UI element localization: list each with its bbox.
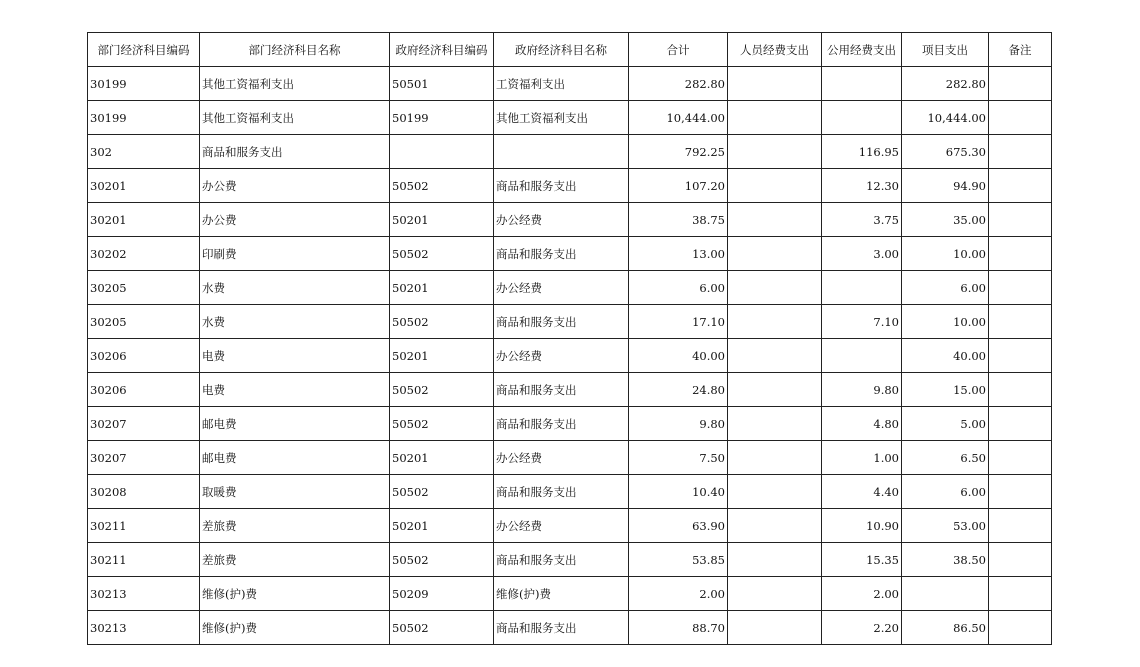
cell-public: 3.75 bbox=[822, 203, 902, 237]
cell-public: 4.40 bbox=[822, 475, 902, 509]
cell-dept-code: 30201 bbox=[88, 169, 200, 203]
cell-dept-name: 水费 bbox=[200, 271, 390, 305]
cell-public: 3.00 bbox=[822, 237, 902, 271]
cell-gov-name: 办公经费 bbox=[494, 203, 629, 237]
cell-gov-name bbox=[494, 135, 629, 169]
cell-total: 63.90 bbox=[629, 509, 728, 543]
cell-gov-name: 商品和服务支出 bbox=[494, 543, 629, 577]
header-note: 备注 bbox=[989, 33, 1052, 67]
table-row bbox=[88, 373, 1052, 407]
table-row bbox=[88, 407, 1052, 441]
table-row bbox=[88, 101, 1052, 135]
cell-total: 6.00 bbox=[629, 271, 728, 305]
cell-dept-name: 其他工资福利支出 bbox=[200, 101, 390, 135]
cell-dept-code: 30213 bbox=[88, 611, 200, 645]
cell-gov-code: 50201 bbox=[390, 203, 494, 237]
cell-personnel bbox=[728, 407, 822, 441]
cell-dept-code: 30205 bbox=[88, 271, 200, 305]
cell-gov-code: 50502 bbox=[390, 611, 494, 645]
cell-dept-name: 电费 bbox=[200, 339, 390, 373]
cell-dept-code: 302 bbox=[88, 135, 200, 169]
cell-note bbox=[989, 169, 1052, 203]
cell-personnel bbox=[728, 475, 822, 509]
cell-note bbox=[989, 475, 1052, 509]
cell-personnel bbox=[728, 67, 822, 101]
expenditure-table bbox=[87, 32, 1052, 645]
cell-public: 2.20 bbox=[822, 611, 902, 645]
cell-gov-code: 50501 bbox=[390, 67, 494, 101]
cell-gov-code: 50201 bbox=[390, 271, 494, 305]
cell-personnel bbox=[728, 509, 822, 543]
table-row bbox=[88, 271, 1052, 305]
cell-public: 1.00 bbox=[822, 441, 902, 475]
cell-note bbox=[989, 271, 1052, 305]
cell-dept-name: 邮电费 bbox=[200, 407, 390, 441]
cell-total: 107.20 bbox=[629, 169, 728, 203]
cell-public: 2.00 bbox=[822, 577, 902, 611]
cell-total: 24.80 bbox=[629, 373, 728, 407]
cell-total: 2.00 bbox=[629, 577, 728, 611]
cell-public bbox=[822, 339, 902, 373]
cell-total: 17.10 bbox=[629, 305, 728, 339]
cell-note bbox=[989, 509, 1052, 543]
header-dept-name: 部门经济科目名称 bbox=[200, 33, 390, 67]
cell-personnel bbox=[728, 203, 822, 237]
cell-gov-name: 商品和服务支出 bbox=[494, 169, 629, 203]
cell-project: 5.00 bbox=[902, 407, 989, 441]
cell-dept-code: 30199 bbox=[88, 101, 200, 135]
cell-dept-code: 30199 bbox=[88, 67, 200, 101]
cell-public: 12.30 bbox=[822, 169, 902, 203]
cell-dept-name: 办公费 bbox=[200, 203, 390, 237]
cell-public bbox=[822, 101, 902, 135]
cell-dept-code: 30208 bbox=[88, 475, 200, 509]
header-gov-code: 政府经济科目编码 bbox=[390, 33, 494, 67]
cell-gov-code: 50502 bbox=[390, 237, 494, 271]
cell-gov-code: 50502 bbox=[390, 543, 494, 577]
table-row bbox=[88, 237, 1052, 271]
cell-gov-code: 50502 bbox=[390, 475, 494, 509]
cell-dept-name: 维修(护)费 bbox=[200, 577, 390, 611]
cell-dept-name: 其他工资福利支出 bbox=[200, 67, 390, 101]
cell-dept-code: 30206 bbox=[88, 373, 200, 407]
cell-gov-name: 商品和服务支出 bbox=[494, 305, 629, 339]
cell-gov-name: 办公经费 bbox=[494, 271, 629, 305]
cell-gov-name: 商品和服务支出 bbox=[494, 611, 629, 645]
header-project: 项目支出 bbox=[902, 33, 989, 67]
cell-public: 116.95 bbox=[822, 135, 902, 169]
table-row bbox=[88, 135, 1052, 169]
cell-project bbox=[902, 577, 989, 611]
cell-personnel bbox=[728, 169, 822, 203]
cell-personnel bbox=[728, 611, 822, 645]
cell-dept-name: 维修(护)费 bbox=[200, 611, 390, 645]
cell-dept-code: 30211 bbox=[88, 509, 200, 543]
cell-total: 13.00 bbox=[629, 237, 728, 271]
cell-gov-name: 工资福利支出 bbox=[494, 67, 629, 101]
cell-dept-code: 30211 bbox=[88, 543, 200, 577]
cell-gov-code: 50502 bbox=[390, 169, 494, 203]
table-row bbox=[88, 543, 1052, 577]
cell-project: 53.00 bbox=[902, 509, 989, 543]
cell-personnel bbox=[728, 339, 822, 373]
cell-note bbox=[989, 543, 1052, 577]
cell-personnel bbox=[728, 101, 822, 135]
cell-personnel bbox=[728, 135, 822, 169]
cell-public: 7.10 bbox=[822, 305, 902, 339]
cell-dept-name: 水费 bbox=[200, 305, 390, 339]
cell-public: 9.80 bbox=[822, 373, 902, 407]
cell-dept-name: 差旅费 bbox=[200, 509, 390, 543]
cell-gov-code: 50502 bbox=[390, 407, 494, 441]
cell-dept-code: 30202 bbox=[88, 237, 200, 271]
cell-project: 10,444.00 bbox=[902, 101, 989, 135]
cell-gov-code: 50199 bbox=[390, 101, 494, 135]
cell-project: 86.50 bbox=[902, 611, 989, 645]
cell-total: 40.00 bbox=[629, 339, 728, 373]
cell-project: 10.00 bbox=[902, 237, 989, 271]
cell-gov-code: 50502 bbox=[390, 373, 494, 407]
cell-project: 6.50 bbox=[902, 441, 989, 475]
cell-public: 10.90 bbox=[822, 509, 902, 543]
table-row bbox=[88, 611, 1052, 645]
cell-dept-name: 印刷费 bbox=[200, 237, 390, 271]
cell-personnel bbox=[728, 441, 822, 475]
cell-personnel bbox=[728, 543, 822, 577]
table-row bbox=[88, 475, 1052, 509]
header-row bbox=[88, 33, 1052, 67]
table-row bbox=[88, 509, 1052, 543]
cell-dept-code: 30213 bbox=[88, 577, 200, 611]
cell-total: 10.40 bbox=[629, 475, 728, 509]
header-public: 公用经费支出 bbox=[822, 33, 902, 67]
cell-note bbox=[989, 67, 1052, 101]
cell-project: 35.00 bbox=[902, 203, 989, 237]
cell-note bbox=[989, 203, 1052, 237]
table-row bbox=[88, 203, 1052, 237]
cell-project: 6.00 bbox=[902, 475, 989, 509]
cell-public bbox=[822, 67, 902, 101]
cell-gov-code bbox=[390, 135, 494, 169]
cell-gov-name: 办公经费 bbox=[494, 509, 629, 543]
cell-total: 282.80 bbox=[629, 67, 728, 101]
table-row bbox=[88, 339, 1052, 373]
cell-project: 38.50 bbox=[902, 543, 989, 577]
table-row bbox=[88, 441, 1052, 475]
cell-note bbox=[989, 611, 1052, 645]
table-body bbox=[88, 67, 1052, 645]
cell-gov-code: 50201 bbox=[390, 509, 494, 543]
cell-note bbox=[989, 135, 1052, 169]
cell-dept-code: 30207 bbox=[88, 441, 200, 475]
cell-total: 792.25 bbox=[629, 135, 728, 169]
cell-total: 7.50 bbox=[629, 441, 728, 475]
cell-gov-name: 其他工资福利支出 bbox=[494, 101, 629, 135]
cell-gov-name: 维修(护)费 bbox=[494, 577, 629, 611]
cell-gov-code: 50201 bbox=[390, 339, 494, 373]
cell-gov-name: 办公经费 bbox=[494, 441, 629, 475]
cell-total: 38.75 bbox=[629, 203, 728, 237]
cell-note bbox=[989, 373, 1052, 407]
header-total: 合计 bbox=[629, 33, 728, 67]
cell-gov-name: 商品和服务支出 bbox=[494, 475, 629, 509]
cell-personnel bbox=[728, 271, 822, 305]
cell-dept-code: 30205 bbox=[88, 305, 200, 339]
table-row bbox=[88, 305, 1052, 339]
cell-project: 6.00 bbox=[902, 271, 989, 305]
cell-personnel bbox=[728, 237, 822, 271]
cell-total: 88.70 bbox=[629, 611, 728, 645]
table-row bbox=[88, 169, 1052, 203]
cell-gov-name: 商品和服务支出 bbox=[494, 407, 629, 441]
cell-dept-name: 邮电费 bbox=[200, 441, 390, 475]
cell-project: 282.80 bbox=[902, 67, 989, 101]
cell-project: 675.30 bbox=[902, 135, 989, 169]
cell-total: 9.80 bbox=[629, 407, 728, 441]
cell-note bbox=[989, 441, 1052, 475]
table-row bbox=[88, 577, 1052, 611]
cell-gov-code: 50209 bbox=[390, 577, 494, 611]
cell-note bbox=[989, 339, 1052, 373]
cell-gov-code: 50201 bbox=[390, 441, 494, 475]
cell-project: 15.00 bbox=[902, 373, 989, 407]
cell-project: 94.90 bbox=[902, 169, 989, 203]
cell-total: 53.85 bbox=[629, 543, 728, 577]
cell-dept-name: 电费 bbox=[200, 373, 390, 407]
cell-dept-code: 30201 bbox=[88, 203, 200, 237]
cell-dept-code: 30207 bbox=[88, 407, 200, 441]
cell-public: 15.35 bbox=[822, 543, 902, 577]
cell-note bbox=[989, 407, 1052, 441]
cell-note bbox=[989, 101, 1052, 135]
cell-public: 4.80 bbox=[822, 407, 902, 441]
cell-note bbox=[989, 305, 1052, 339]
cell-public bbox=[822, 271, 902, 305]
cell-dept-name: 商品和服务支出 bbox=[200, 135, 390, 169]
cell-gov-name: 商品和服务支出 bbox=[494, 373, 629, 407]
header-gov-name: 政府经济科目名称 bbox=[494, 33, 629, 67]
cell-personnel bbox=[728, 305, 822, 339]
cell-gov-name: 办公经费 bbox=[494, 339, 629, 373]
cell-note bbox=[989, 577, 1052, 611]
header-personnel: 人员经费支出 bbox=[728, 33, 822, 67]
header-dept-code: 部门经济科目编码 bbox=[88, 33, 200, 67]
cell-dept-name: 取暖费 bbox=[200, 475, 390, 509]
cell-dept-code: 30206 bbox=[88, 339, 200, 373]
cell-gov-name: 商品和服务支出 bbox=[494, 237, 629, 271]
cell-dept-name: 办公费 bbox=[200, 169, 390, 203]
cell-personnel bbox=[728, 373, 822, 407]
cell-personnel bbox=[728, 577, 822, 611]
cell-total: 10,444.00 bbox=[629, 101, 728, 135]
cell-project: 10.00 bbox=[902, 305, 989, 339]
cell-note bbox=[989, 237, 1052, 271]
table-row bbox=[88, 67, 1052, 101]
cell-project: 40.00 bbox=[902, 339, 989, 373]
cell-dept-name: 差旅费 bbox=[200, 543, 390, 577]
cell-gov-code: 50502 bbox=[390, 305, 494, 339]
